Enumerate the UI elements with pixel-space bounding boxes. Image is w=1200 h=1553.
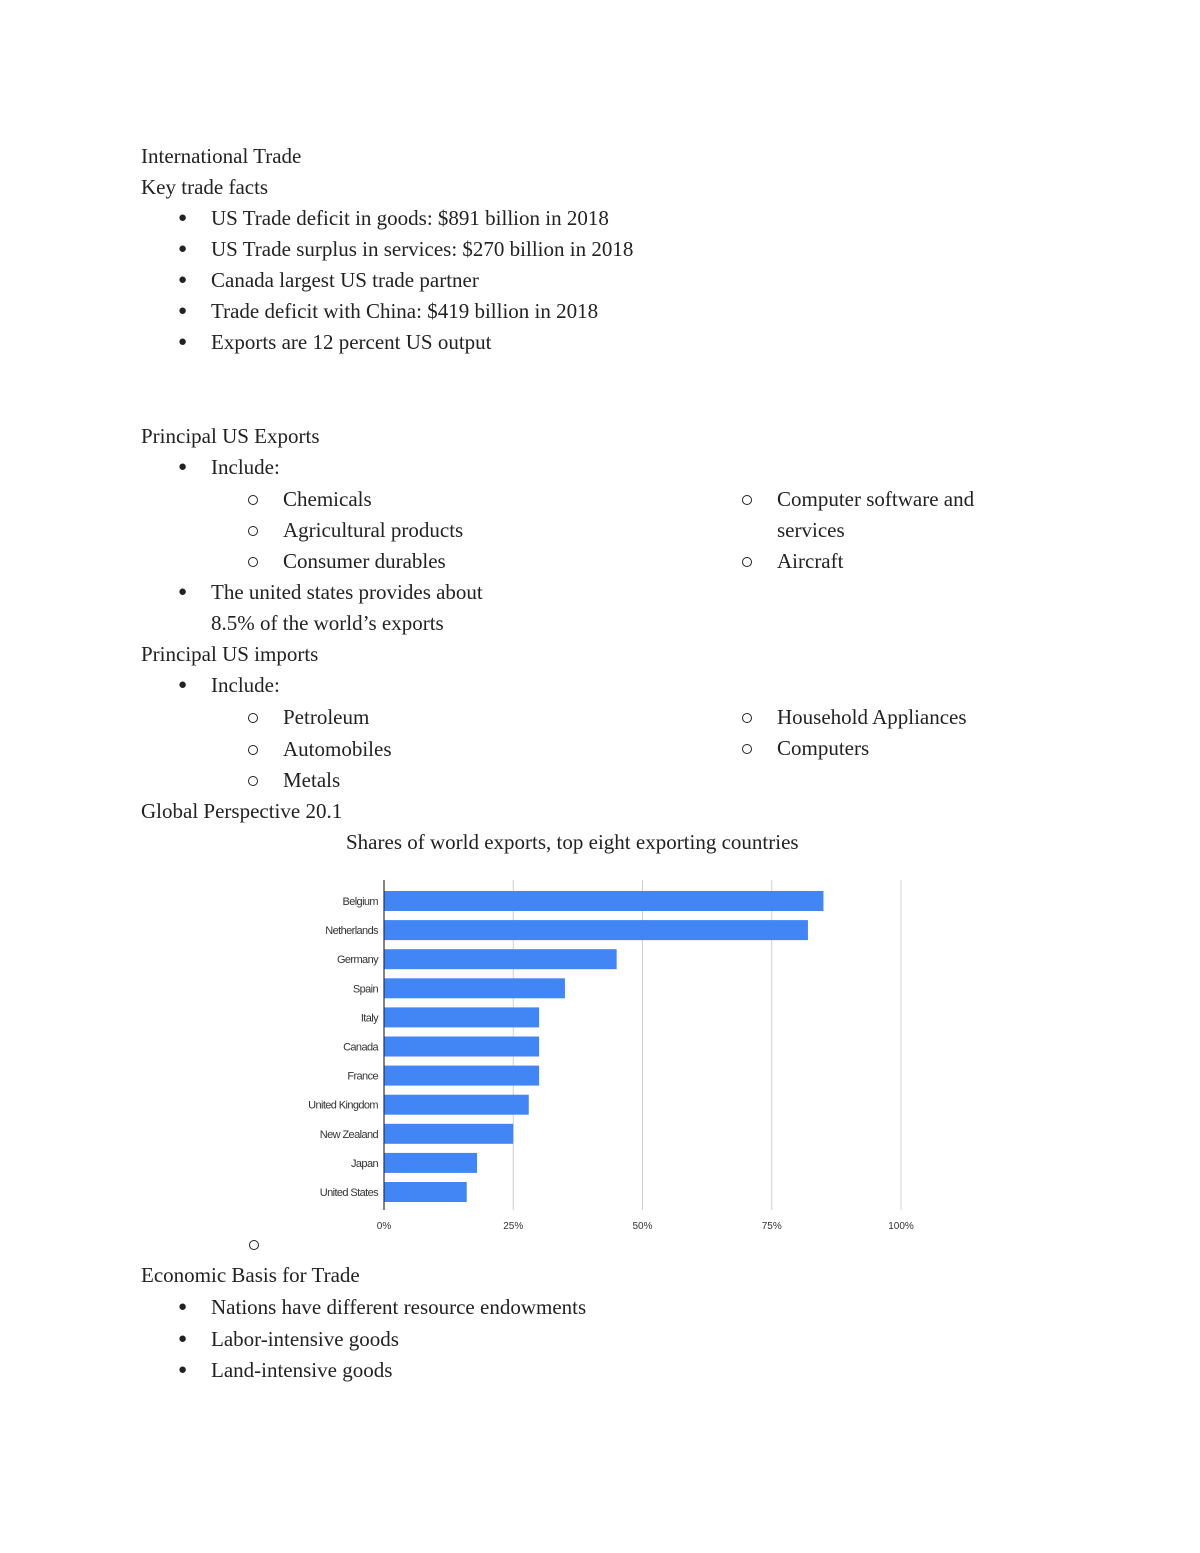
bar xyxy=(384,1037,539,1057)
bullet-icon: ● xyxy=(178,210,188,226)
circle-bullet-icon xyxy=(248,495,258,505)
import-item: Household Appliances xyxy=(777,705,967,729)
bar-chart xyxy=(290,870,930,1235)
x-tick-label: 100% xyxy=(888,1221,914,1232)
key-facts-heading: Key trade facts xyxy=(141,175,269,199)
export-item: Agricultural products xyxy=(283,518,464,542)
exports-note: The united states provides about xyxy=(211,580,483,604)
circle-bullet-icon xyxy=(248,776,258,786)
category-label: United States xyxy=(319,1187,378,1199)
import-item: Automobiles xyxy=(283,736,392,761)
circle-bullet-icon xyxy=(249,1240,259,1250)
circle-bullet-icon xyxy=(742,557,752,567)
bullet-icon: ● xyxy=(178,272,188,288)
bullet-icon: ● xyxy=(178,677,188,693)
export-item-cont: services xyxy=(777,518,845,542)
circle-bullet-icon xyxy=(742,713,752,723)
import-item: Computers xyxy=(777,736,870,760)
import-item: Petroleum xyxy=(283,705,370,729)
bar xyxy=(384,978,565,998)
bullet-icon: ● xyxy=(178,303,188,319)
export-item: Aircraft xyxy=(777,549,844,573)
bullet-icon: ● xyxy=(178,241,188,257)
category-label: Germany xyxy=(336,954,378,967)
category-label: Japan xyxy=(351,1157,378,1170)
import-item: Metals xyxy=(283,768,341,792)
bullet-icon: ● xyxy=(178,1299,188,1315)
bar xyxy=(384,920,808,940)
category-label: Italy xyxy=(360,1012,378,1025)
imports-include: Include: xyxy=(211,673,280,697)
x-tick-label: 25% xyxy=(503,1221,524,1232)
basis-item: Nations have different resource endowments xyxy=(211,1295,587,1319)
bar xyxy=(384,1182,467,1202)
category-label: Netherlands xyxy=(325,925,378,938)
x-tick-label: 75% xyxy=(761,1221,782,1232)
bar xyxy=(384,1066,539,1086)
x-tick-label: 0% xyxy=(376,1221,392,1232)
key-fact-item: Trade deficit with China: $419 billion in 2018 xyxy=(211,299,599,323)
basis-heading: Economic Basis for Trade xyxy=(141,1263,360,1287)
bar xyxy=(384,1124,513,1144)
category-label: France xyxy=(347,1070,378,1083)
bullet-icon: ● xyxy=(178,459,188,475)
export-item: Consumer durables xyxy=(283,549,446,573)
category-label: Spain xyxy=(352,983,378,996)
circle-bullet-icon xyxy=(248,557,258,567)
bar xyxy=(384,891,823,911)
page-title: International Trade xyxy=(141,144,302,168)
bar xyxy=(384,949,617,969)
key-fact-item: Canada largest US trade partner xyxy=(211,268,479,292)
category-label: Belgium xyxy=(342,896,378,908)
bullet-icon: ● xyxy=(178,584,188,600)
key-fact-item: Exports are 12 percent US output xyxy=(211,330,492,354)
circle-bullet-icon xyxy=(248,526,258,536)
chart-title: Shares of world exports, top eight exporting countries xyxy=(346,830,799,854)
exports-heading: Principal US Exports xyxy=(141,424,320,448)
imports-heading: Principal US imports xyxy=(141,642,319,666)
bar xyxy=(384,1153,477,1173)
x-tick-label: 50% xyxy=(632,1221,653,1232)
bullet-icon: ● xyxy=(178,334,188,350)
key-fact-item: US Trade surplus in services: $270 billion in 2018 xyxy=(211,237,634,261)
circle-bullet-icon xyxy=(248,745,258,755)
export-item: Chemicals xyxy=(283,487,372,511)
basis-item: Land-intensive goods xyxy=(211,1358,393,1382)
export-item: Computer software and xyxy=(777,487,975,511)
bar xyxy=(384,1095,529,1115)
key-fact-item: US Trade deficit in goods: $891 billion in 2018 xyxy=(211,206,609,230)
category-label: United Kingdom xyxy=(308,1099,378,1112)
bullet-icon: ● xyxy=(178,1330,188,1347)
bar xyxy=(384,1007,539,1027)
circle-bullet-icon xyxy=(742,495,752,505)
bullet-icon: ● xyxy=(178,1362,188,1378)
global-heading: Global Perspective 20.1 xyxy=(141,799,343,823)
category-label: Canada xyxy=(343,1041,378,1054)
exports-note-cont: 8.5% of the world’s exports xyxy=(211,611,444,635)
circle-bullet-icon xyxy=(248,713,258,723)
category-label: New Zealand xyxy=(319,1128,378,1141)
circle-bullet-icon xyxy=(742,744,752,754)
exports-include: Include: xyxy=(211,455,280,479)
basis-item: Labor-intensive goods xyxy=(211,1326,399,1351)
